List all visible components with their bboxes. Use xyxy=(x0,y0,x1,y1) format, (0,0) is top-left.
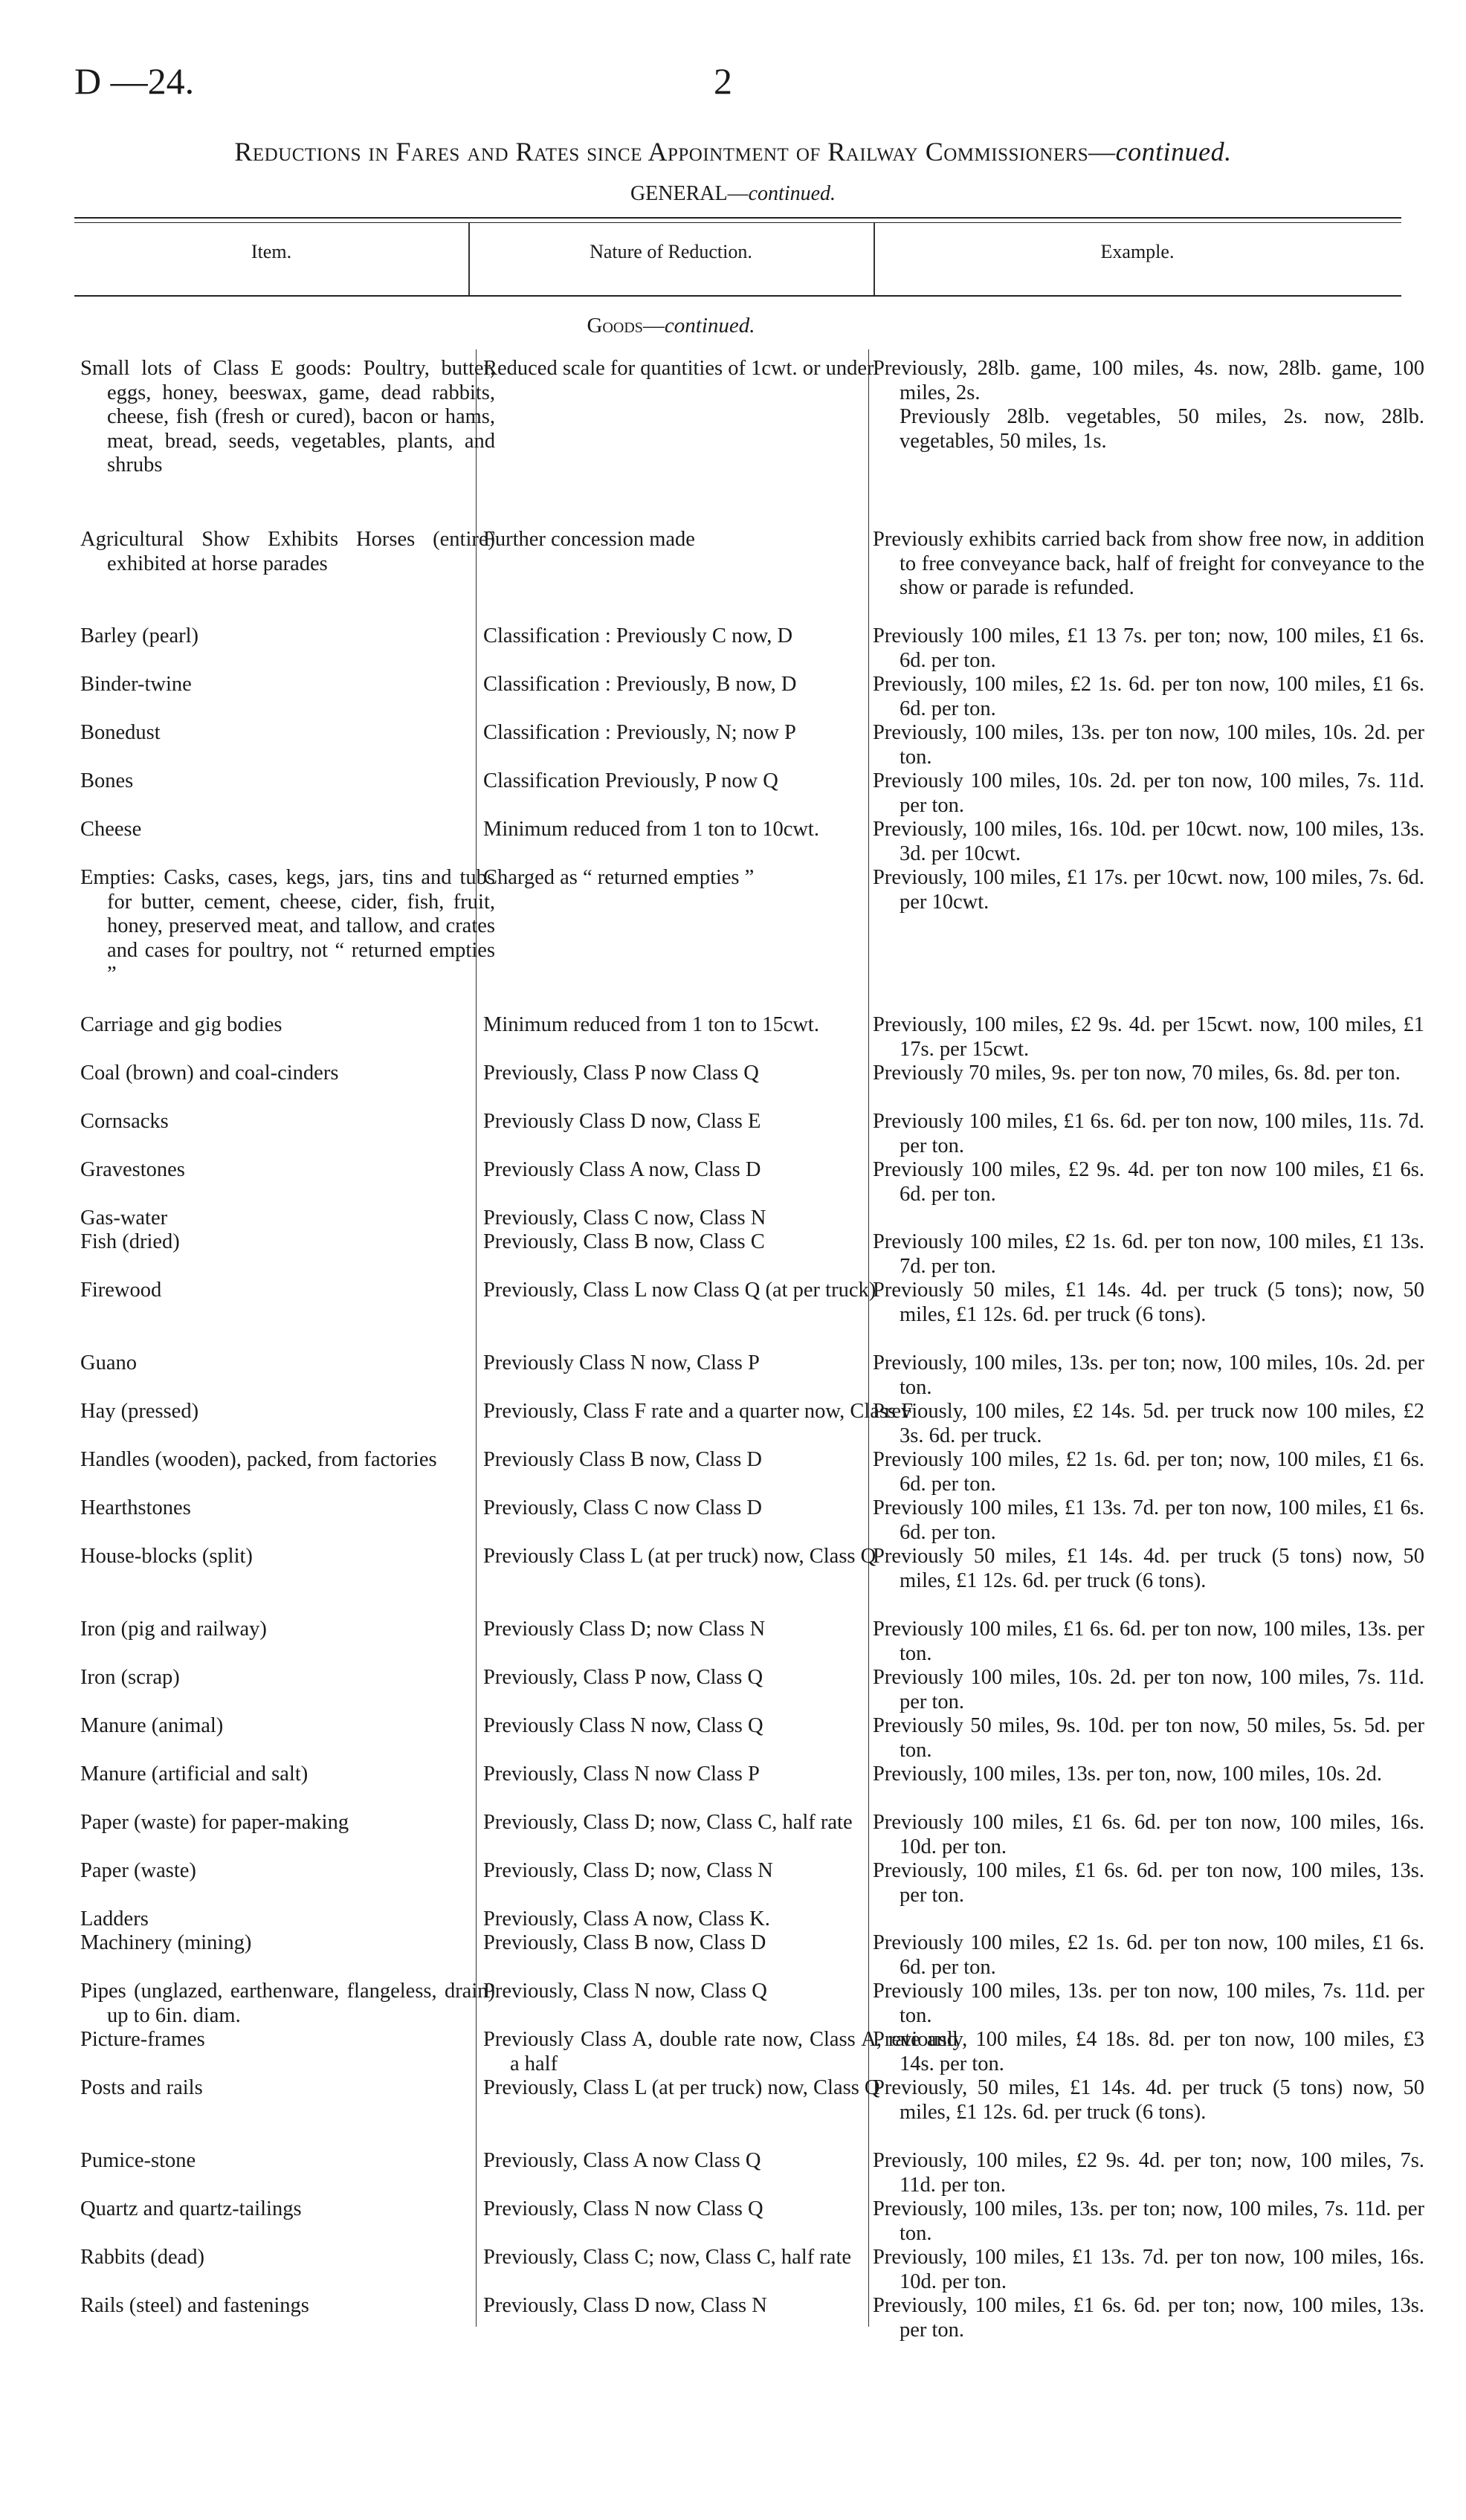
row-nature: Previously, Class F rate and a quarter now, Class F xyxy=(483,1400,914,1423)
row-item: Manure (animal) xyxy=(80,1714,224,1737)
row-item: Cheese xyxy=(80,818,142,841)
row-item: Iron (pig and railway) xyxy=(80,1618,267,1641)
row-nature: Previously, Class C now, Class N xyxy=(483,1206,766,1230)
row-item: Bonedust xyxy=(80,721,161,744)
row-example: Previously, 100 miles, £4 18s. 8d. per ton now, 100 miles, £3 14s. per ton. xyxy=(873,2028,1424,2075)
row-example: Previously, 100 miles, £2 9s. 4d. per 15cwt. now, 100 miles, £1 17s. per 15cwt. xyxy=(873,1013,1424,1061)
row-example: Previously 100 miles, £1 13 7s. per ton; now, 100 miles, £1 6s. 6d. per ton. xyxy=(873,624,1424,672)
row-item: Handles (wooden), packed, from factories xyxy=(80,1448,437,1471)
row-nature: Previously, Class L now Class Q (at per truck) xyxy=(483,1279,876,1302)
row-item: Pipes (unglazed, earthenware, flangeless, drain) up to 6in. diam. xyxy=(80,1980,495,2027)
page-title-suffix: continued. xyxy=(1115,137,1232,167)
row-nature: Further concession made xyxy=(483,528,695,551)
row-item: House-blocks (split) xyxy=(80,1545,253,1568)
row-item: Gas-water xyxy=(80,1206,168,1230)
row-nature: Previously, Class C; now, Class C, half rate xyxy=(483,2246,852,2269)
page-subtitle-text: GENERAL xyxy=(630,182,728,205)
row-nature: Previously, Class N now, Class Q xyxy=(483,1980,767,2003)
row-item: Carriage and gig bodies xyxy=(80,1013,282,1036)
column-divider-header-1 xyxy=(468,223,470,295)
row-example: Previously, 100 miles, £2 14s. 5d. per truck now 100 miles, £2 3s. 6d. per truck. xyxy=(873,1400,1424,1447)
row-nature: Previously Class D now, Class E xyxy=(483,1110,761,1133)
row-item: Rabbits (dead) xyxy=(80,2246,204,2269)
row-item: Picture-frames xyxy=(80,2028,205,2051)
section-heading-label: Goods xyxy=(587,314,643,337)
row-example: Previously 100 miles, £2 1s. 6d. per ton now, 100 miles, £1 13s. 7d. per ton. xyxy=(873,1230,1424,1278)
row-nature: Previously, Class P now Class Q xyxy=(483,1062,759,1085)
row-example: Previously 100 miles, 13s. per ton now, 100 miles, 7s. 11d. per ton. xyxy=(873,1980,1424,2027)
page-subtitle: GENERAL—continued. xyxy=(630,182,836,205)
row-item: Hay (pressed) xyxy=(80,1400,199,1423)
row-nature: Previously, Class N now Class Q xyxy=(483,2197,763,2220)
row-example: Previously, 100 miles, 13s. per ton now, 100 miles, 10s. 2d. per ton. xyxy=(873,721,1424,769)
row-nature: Previously, Class A now Class Q xyxy=(483,2149,761,2172)
row-example: Previously 100 miles, £2 9s. 4d. per ton now 100 miles, £1 6s. 6d. per ton. xyxy=(873,1158,1424,1206)
table-top-rule xyxy=(74,217,1401,219)
row-example: Previously, 28lb. game, 100 miles, 4s. now, 28lb. game, 100 miles, 2s. Previously 28lb. vegetables, 50 miles, 2s. now, 28lb. vegetables, 50 miles, 1s. xyxy=(873,357,1424,453)
row-item: Guano xyxy=(80,1351,137,1374)
column-header-example: Example. xyxy=(1100,241,1175,262)
row-nature: Previously, Class N now Class P xyxy=(483,1763,760,1786)
row-item: Paper (waste) xyxy=(80,1859,196,1882)
row-item: Quartz and quartz-tailings xyxy=(80,2197,302,2220)
row-item: Small lots of Class E goods: Poultry, butter, eggs, honey, beeswax, game, dead rabbits, cheese, fish (fresh or cured), bacon or hams, meat, bread, seeds, vegetables, plants, and shrubs xyxy=(80,357,495,476)
row-item: Barley (pearl) xyxy=(80,624,199,647)
row-nature: Reduced scale for quantities of 1cwt. or under xyxy=(483,357,874,380)
row-example: Previously, 100 miles, £1 17s. per 10cwt. now, 100 miles, 7s. 6d. per 10cwt. xyxy=(873,866,1424,914)
row-nature: Previously, Class A now, Class K. xyxy=(483,1907,770,1931)
row-example: Previously 100 miles, £1 6s. 6d. per ton now, 100 miles, 11s. 7d. per ton. xyxy=(873,1110,1424,1157)
document-reference: D —24. xyxy=(74,60,195,102)
row-nature: Previously, Class D now, Class N xyxy=(483,2294,767,2317)
row-nature: Minimum reduced from 1 ton to 10cwt. xyxy=(483,818,819,841)
row-nature: Classification : Previously, B now, D xyxy=(483,673,797,696)
row-item: Firewood xyxy=(80,1279,162,1302)
row-item: Agricultural Show Exhibits Horses (entire) exhibited at horse parades xyxy=(80,528,495,575)
row-nature: Previously, Class B now, Class C xyxy=(483,1230,765,1253)
section-heading-suffix: continued. xyxy=(664,314,755,337)
row-example: Previously, 100 miles, £1 13s. 7d. per ton now, 100 miles, 16s. 10d. per ton. xyxy=(873,2246,1424,2293)
row-example: Previously 100 miles, £2 1s. 6d. per ton now, 100 miles, £1 6s. 6d. per ton. xyxy=(873,1931,1424,1979)
table-top-rule-inner xyxy=(74,222,1401,223)
row-nature: Previously Class B now, Class D xyxy=(483,1448,763,1471)
row-example: Previously, 100 miles, 13s. per ton, now, 100 miles, 10s. 2d. xyxy=(873,1763,1383,1786)
row-item: Binder-twine xyxy=(80,673,192,696)
row-item: Manure (artificial and salt) xyxy=(80,1763,309,1786)
row-example: Previously, 100 miles, £1 6s. 6d. per ton now, 100 miles, 13s. per ton. xyxy=(873,1859,1424,1907)
row-example: Previously 50 miles, £1 14s. 4d. per truck (5 tons) now, 50 miles, £1 12s. 6d. per truck (6 tons). xyxy=(873,1545,1424,1592)
row-example: Previously 70 miles, 9s. per ton now, 70 miles, 6s. 8d. per ton. xyxy=(873,1062,1401,1085)
row-nature: Previously Class D; now Class N xyxy=(483,1618,766,1641)
row-item: Machinery (mining) xyxy=(80,1931,252,1954)
row-item: Iron (scrap) xyxy=(80,1666,180,1689)
row-nature: Previously, Class C now Class D xyxy=(483,1496,763,1519)
row-example: Previously, 100 miles, 16s. 10d. per 10cwt. now, 100 miles, 13s. 3d. per 10cwt. xyxy=(873,818,1424,865)
row-nature: Classification : Previously C now, D xyxy=(483,624,793,647)
page-number: 2 xyxy=(714,60,732,102)
row-item: Fish (dried) xyxy=(80,1230,180,1253)
row-nature: Minimum reduced from 1 ton to 15cwt. xyxy=(483,1013,819,1036)
row-nature: Previously Class N now, Class P xyxy=(483,1351,760,1374)
row-example: Previously 50 miles, 9s. 10d. per ton now, 50 miles, 5s. 5d. per ton. xyxy=(873,1714,1424,1762)
row-item: Pumice-stone xyxy=(80,2149,196,2172)
page-title: Reductions in Fares and Rates since Appointment of Railway Commissioners—continued. xyxy=(234,137,1232,167)
row-nature: Classification : Previously, N; now P xyxy=(483,721,796,744)
row-example: Previously, 100 miles, £2 9s. 4d. per ton; now, 100 miles, 7s. 11d. per ton. xyxy=(873,2149,1424,2197)
column-divider-header-2 xyxy=(874,223,875,295)
row-nature: Previously, Class D; now, Class C, half rate xyxy=(483,1811,853,1834)
row-example: Previously, 100 miles, £1 6s. 6d. per ton; now, 100 miles, 13s. per ton. xyxy=(873,2294,1424,2342)
row-item: Paper (waste) for paper-making xyxy=(80,1811,349,1834)
row-example: Previously 100 miles, 10s. 2d. per ton now, 100 miles, 7s. 11d. per ton. xyxy=(873,769,1424,817)
row-example: Previously 100 miles, £1 6s. 6d. per ton now, 100 miles, 13s. per ton. xyxy=(873,1618,1424,1665)
row-example: Previously, 50 miles, £1 14s. 4d. per truck (5 tons) now, 50 miles, £1 12s. 6d. per truck (6 tons). xyxy=(873,2076,1424,2124)
row-example: Previously exhibits carried back from show free now, in addition to free conveyance back, half of freight for conveyance to the show or parade is refunded. xyxy=(873,528,1424,599)
row-example: Previously 100 miles, £1 6s. 6d. per ton now, 100 miles, 16s. 10d. per ton. xyxy=(873,1811,1424,1858)
row-nature: Classification Previously, P now Q xyxy=(483,769,778,792)
page-title-text: Reductions in Fares and Rates since Appointment of Railway Commissioners xyxy=(234,137,1089,167)
row-item: Posts and rails xyxy=(80,2076,203,2099)
column-header-item: Item. xyxy=(251,241,292,262)
row-nature: Previously, Class D; now, Class N xyxy=(483,1859,773,1882)
row-nature: Previously, Class L (at per truck) now, Class Q xyxy=(483,2076,880,2099)
row-item: Gravestones xyxy=(80,1158,185,1181)
row-nature: Previously Class L (at per truck) now, Class Q xyxy=(483,1545,876,1568)
page-subtitle-suffix: continued. xyxy=(748,182,836,205)
header-bottom-rule xyxy=(74,295,1401,297)
row-example: Previously 100 miles, £2 1s. 6d. per ton; now, 100 miles, £1 6s. 6d. per ton. xyxy=(873,1448,1424,1496)
row-nature: Previously Class A, double rate now, Class A, rate and a half xyxy=(483,2028,958,2075)
row-item: Ladders xyxy=(80,1907,149,1931)
section-heading: Goods—continued. xyxy=(587,314,755,337)
row-nature: Previously, Class B now, Class D xyxy=(483,1931,766,1954)
row-nature: Previously Class A now, Class D xyxy=(483,1158,761,1181)
row-example: Previously, 100 miles, £2 1s. 6d. per ton now, 100 miles, £1 6s. 6d. per ton. xyxy=(873,673,1424,720)
row-item: Rails (steel) and fastenings xyxy=(80,2294,309,2317)
row-item: Cornsacks xyxy=(80,1110,169,1133)
row-example: Previously 100 miles, £1 13s. 7d. per ton now, 100 miles, £1 6s. 6d. per ton. xyxy=(873,1496,1424,1544)
row-item: Bones xyxy=(80,769,134,792)
row-example: Previously, 100 miles, 13s. per ton; now, 100 miles, 10s. 2d. per ton. xyxy=(873,1351,1424,1399)
row-nature: Previously, Class P now, Class Q xyxy=(483,1666,763,1689)
row-item: Coal (brown) and coal-cinders xyxy=(80,1062,339,1085)
row-nature: Previously Class N now, Class Q xyxy=(483,1714,763,1737)
row-example: Previously, 100 miles, 13s. per ton; now, 100 miles, 7s. 11d. per ton. xyxy=(873,2197,1424,2245)
column-header-nature: Nature of Reduction. xyxy=(590,241,752,262)
row-nature: Charged as “ returned empties ” xyxy=(483,866,755,889)
row-example: Previously 50 miles, £1 14s. 4d. per truck (5 tons); now, 50 miles, £1 12s. 6d. per truck (6 tons). xyxy=(873,1279,1424,1326)
row-example: Previously 100 miles, 10s. 2d. per ton now, 100 miles, 7s. 11d. per ton. xyxy=(873,1666,1424,1713)
row-item: Empties: Casks, cases, kegs, jars, tins and tubs for butter, cement, cheese, cider, fish, fruit, honey, preserved meat, and tallow, and crates and cases for poultry, not “ returned empties ” xyxy=(80,866,495,986)
row-item: Hearthstones xyxy=(80,1496,191,1519)
